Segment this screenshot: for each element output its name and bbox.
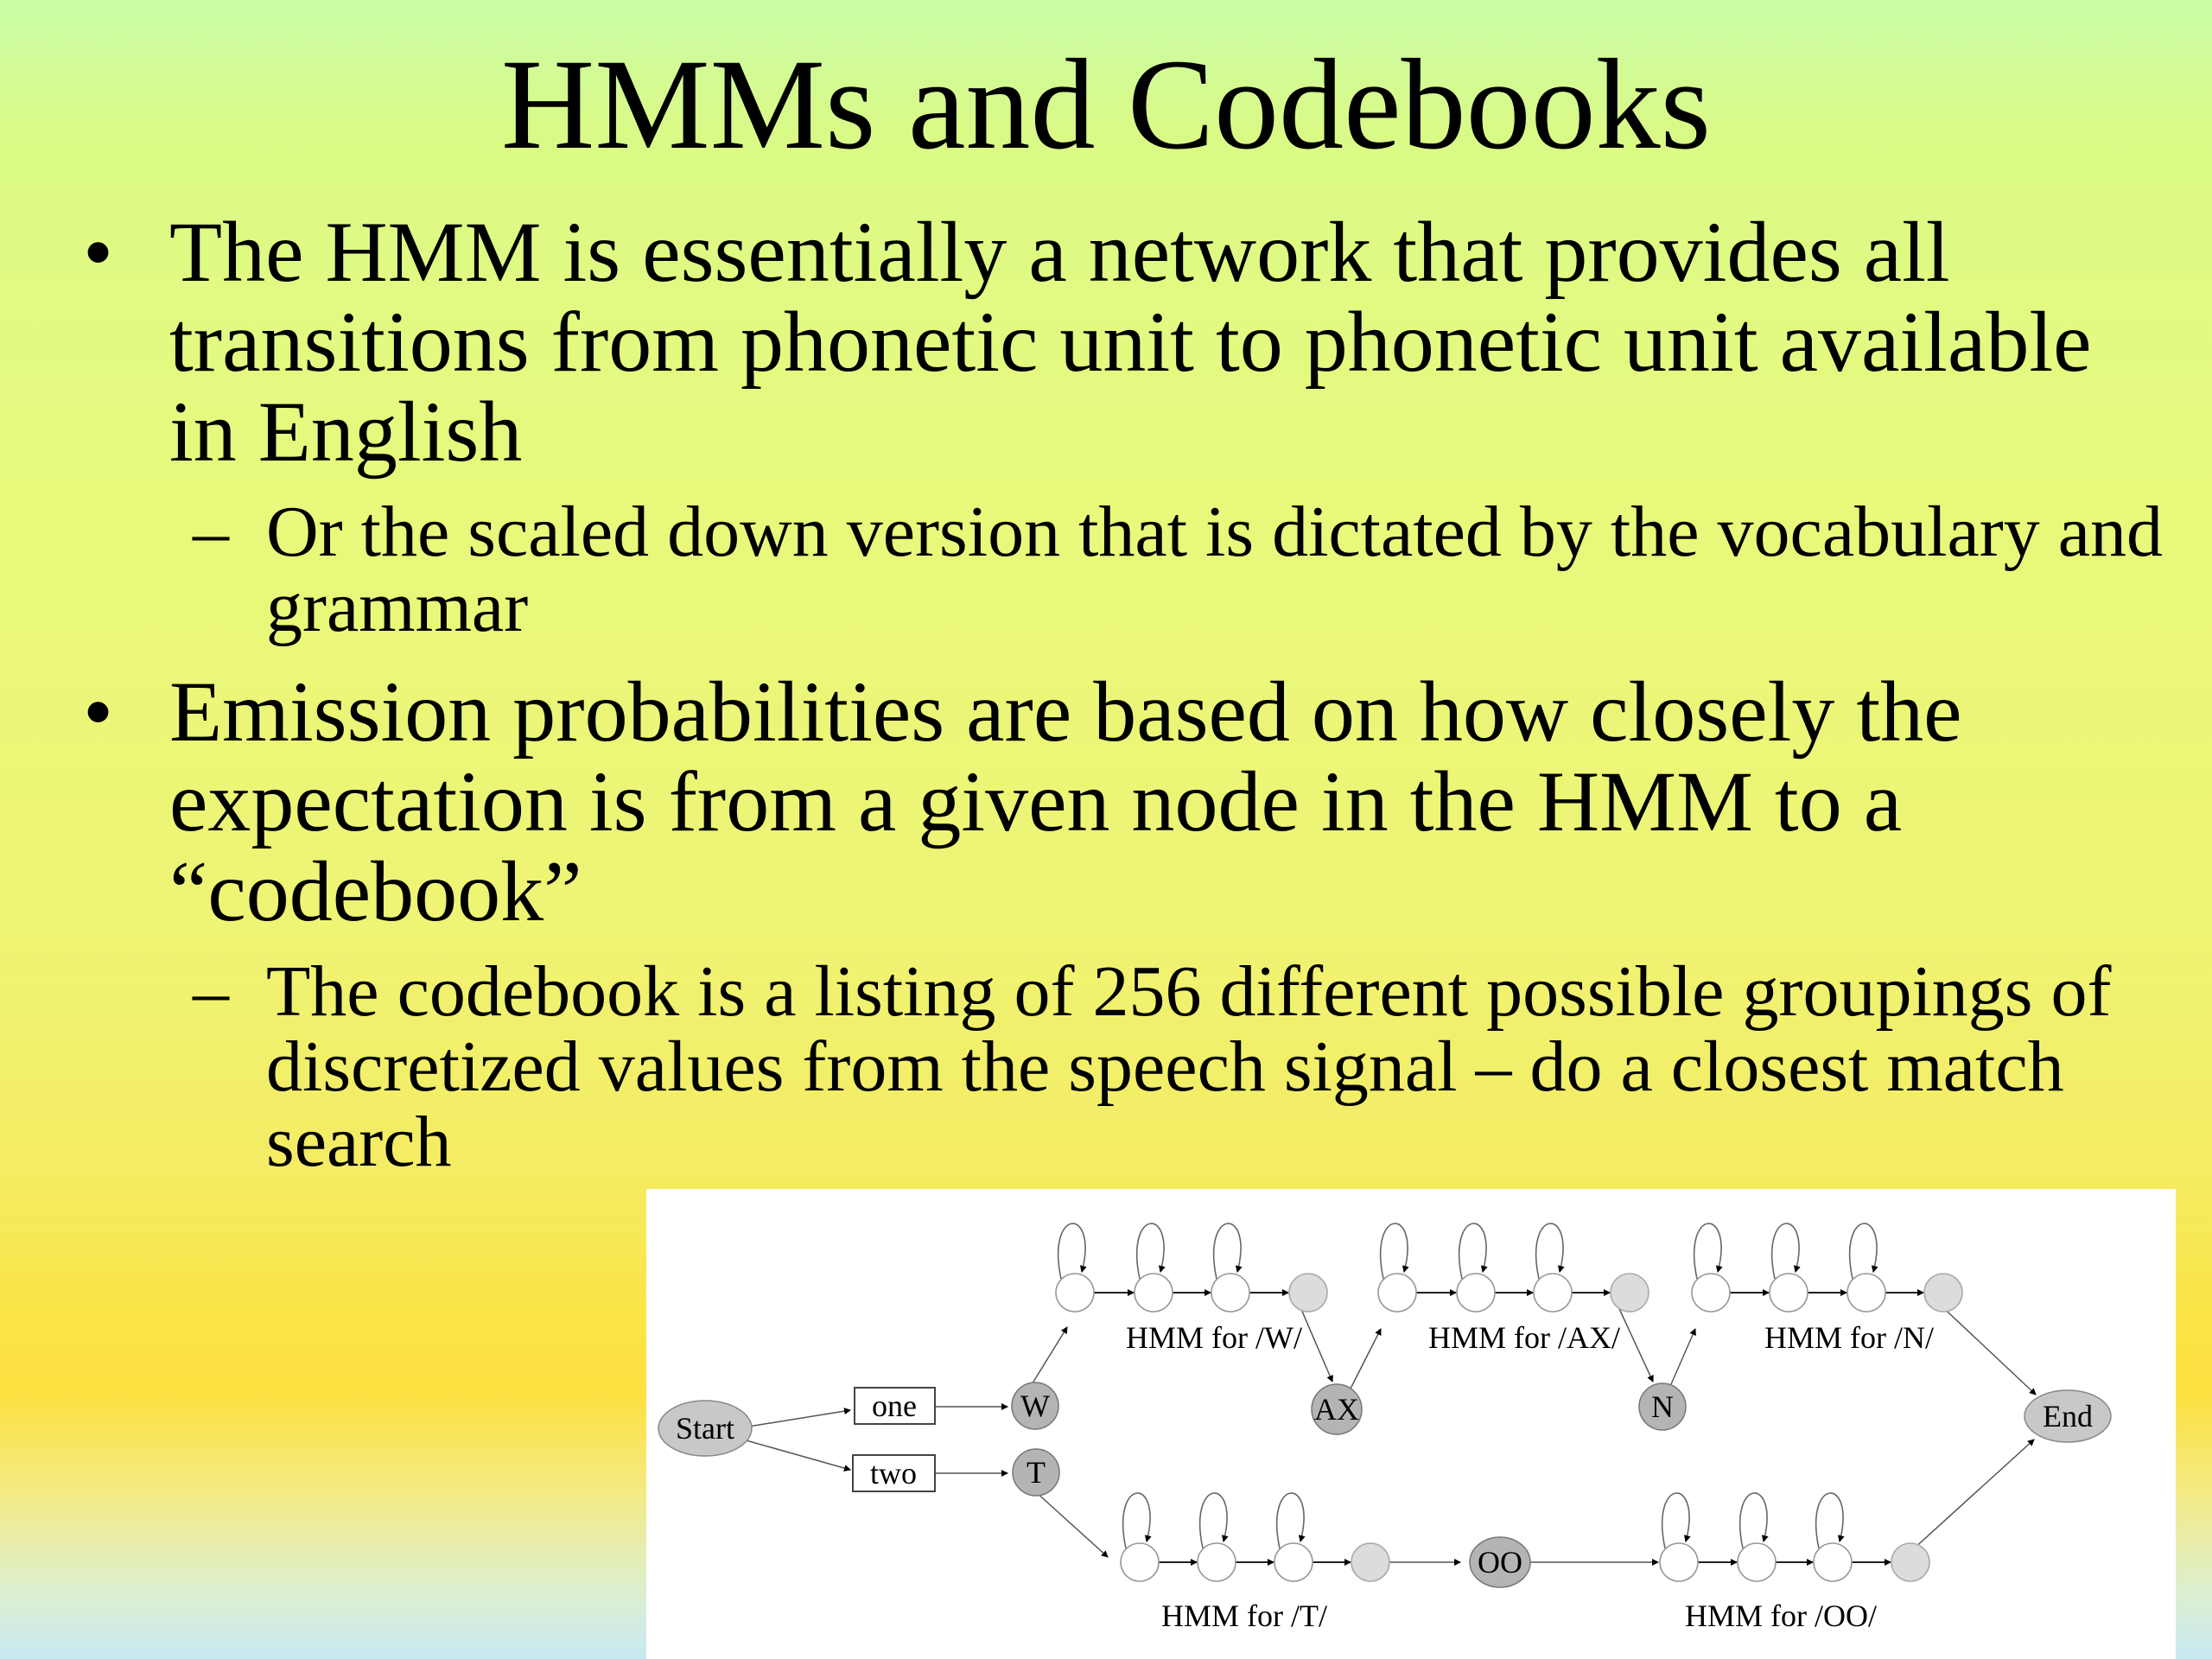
caption-hmm-w: HMM for /W/ (1126, 1320, 1302, 1355)
hmm-oo-self-loop (1662, 1493, 1689, 1548)
hmm-t-self-loop (1123, 1493, 1150, 1548)
sub-bullet-marker: – (193, 951, 229, 1032)
hmm-ax-state (1378, 1274, 1416, 1312)
phone-node-oo (1470, 1537, 1530, 1587)
hmm-w-chain (1056, 1224, 1327, 1312)
hmm-oo-self-loop (1816, 1493, 1843, 1548)
hmm-w-self-loop (1214, 1224, 1241, 1279)
hmm-t-state (1198, 1543, 1236, 1581)
hmm-oo-self-loop (1740, 1493, 1767, 1548)
hmm-oo-state (1660, 1543, 1698, 1581)
caption-hmm-ax: HMM for /AX/ (1428, 1320, 1620, 1355)
edge-start-two (743, 1440, 850, 1470)
hmm-t-self-loop (1277, 1493, 1304, 1548)
hmm-n-state (1847, 1274, 1885, 1312)
hmm-t-state (1274, 1543, 1313, 1581)
edge-t-hmm-t (1035, 1491, 1108, 1557)
sub-bullet-marker: – (193, 492, 229, 572)
hmm-w-state (1135, 1274, 1173, 1312)
slide-title: HMMs and Codebooks (500, 33, 1712, 176)
hmm-ax-chain (1378, 1224, 1649, 1312)
hmm-n-self-loop (1772, 1224, 1799, 1279)
hmm-ax-exit-state (1611, 1274, 1649, 1312)
hmm-n-chain (1692, 1224, 1962, 1312)
bullet-emission-probabilities (83, 664, 2157, 939)
hmm-oo-state (1738, 1543, 1776, 1581)
sub-bullet-codebook (193, 951, 2167, 1182)
phone-node-n (1639, 1383, 1686, 1430)
phone-node-ax (1312, 1384, 1362, 1434)
end-node (2024, 1390, 2111, 1442)
phone-n-label: N (1651, 1389, 1674, 1424)
hmm-n-exit-state (1924, 1274, 1962, 1312)
edge-hmm-w-ax (1298, 1301, 1332, 1382)
caption-hmm-oo: HMM for /OO/ (1685, 1599, 1877, 1633)
hmm-w-state (1211, 1274, 1249, 1312)
hmm-oo-state (1814, 1543, 1852, 1581)
hmm-ax-state (1457, 1274, 1495, 1312)
sub-bullet-text: Or the scaled down version that is dictated by the vocabulary and grammar (266, 492, 2163, 647)
phone-w-label: W (1020, 1389, 1050, 1423)
hmm-network-svg (646, 1189, 2176, 1659)
hmm-t-self-loop (1200, 1493, 1227, 1548)
hmm-w-self-loop (1058, 1224, 1085, 1279)
hmm-t-state (1121, 1543, 1159, 1581)
hmm-t-chain (1121, 1493, 1389, 1581)
phone-t-label: T (1027, 1455, 1046, 1490)
word-one-label: one (872, 1389, 917, 1423)
sub-bullet-scaled-down (193, 492, 2167, 647)
hmm-n-state (1770, 1274, 1808, 1312)
edge-start-one (743, 1410, 850, 1427)
hmm-oo-exit-state (1891, 1543, 1929, 1581)
bullet-marker: • (83, 664, 114, 760)
hmm-ax-state (1534, 1274, 1572, 1312)
hmm-n-state (1692, 1274, 1730, 1312)
hmm-n-self-loop (1694, 1224, 1721, 1279)
start-label: Start (676, 1411, 734, 1446)
phone-ax-label: AX (1314, 1392, 1359, 1427)
edge-n-hmm-n (1671, 1329, 1695, 1384)
hmm-state-groups (1056, 1224, 1962, 1581)
end-label: End (2043, 1399, 2093, 1433)
bullet-hmm-network (83, 204, 2157, 480)
bottom-path-edges (1035, 1440, 2034, 1562)
phone-node-t (1013, 1449, 1059, 1496)
edge-hmm-n-end (1936, 1301, 2036, 1395)
hmm-w-self-loop (1137, 1224, 1164, 1279)
caption-hmm-n: HMM for /N/ (1764, 1320, 1934, 1355)
hmm-n-self-loop (1850, 1224, 1877, 1279)
phone-node-w (1012, 1382, 1058, 1429)
hmm-t-exit-state (1351, 1543, 1389, 1581)
hmm-oo-chain (1660, 1493, 1929, 1581)
bullet-marker: • (83, 204, 114, 300)
word-box-two (853, 1455, 935, 1491)
edge-w-hmm-w (1031, 1327, 1067, 1386)
caption-hmm-t: HMM for /T/ (1161, 1599, 1327, 1633)
hmm-ax-self-loop (1459, 1224, 1486, 1279)
hmm-ax-self-loop (1381, 1224, 1408, 1279)
edge-hmm-oo-end (1912, 1440, 2034, 1550)
hmm-network-diagram (646, 1189, 2176, 1659)
bullet-text: Emission probabilities are based on how closely the expectation is from a given node in the HMM to a “codebook” (169, 664, 1962, 939)
start-node (658, 1401, 752, 1456)
sub-bullet-text: The codebook is a listing of 256 different possible groupings of discretized values from the speech signal – do a closest match search (266, 951, 2112, 1182)
bullet-text: The HMM is essentially a network that provides all transitions from phonetic unit to phonetic unit available in English (169, 204, 2092, 480)
hmm-w-state (1056, 1274, 1094, 1312)
word-box-one (855, 1388, 935, 1424)
edge-ax-hmm-ax (1351, 1329, 1381, 1389)
edge-hmm-ax-n (1616, 1301, 1653, 1382)
phone-oo-label: OO (1478, 1545, 1522, 1580)
word-two-label: two (870, 1456, 917, 1491)
hmm-w-exit-state (1289, 1274, 1327, 1312)
hmm-ax-self-loop (1536, 1224, 1563, 1279)
